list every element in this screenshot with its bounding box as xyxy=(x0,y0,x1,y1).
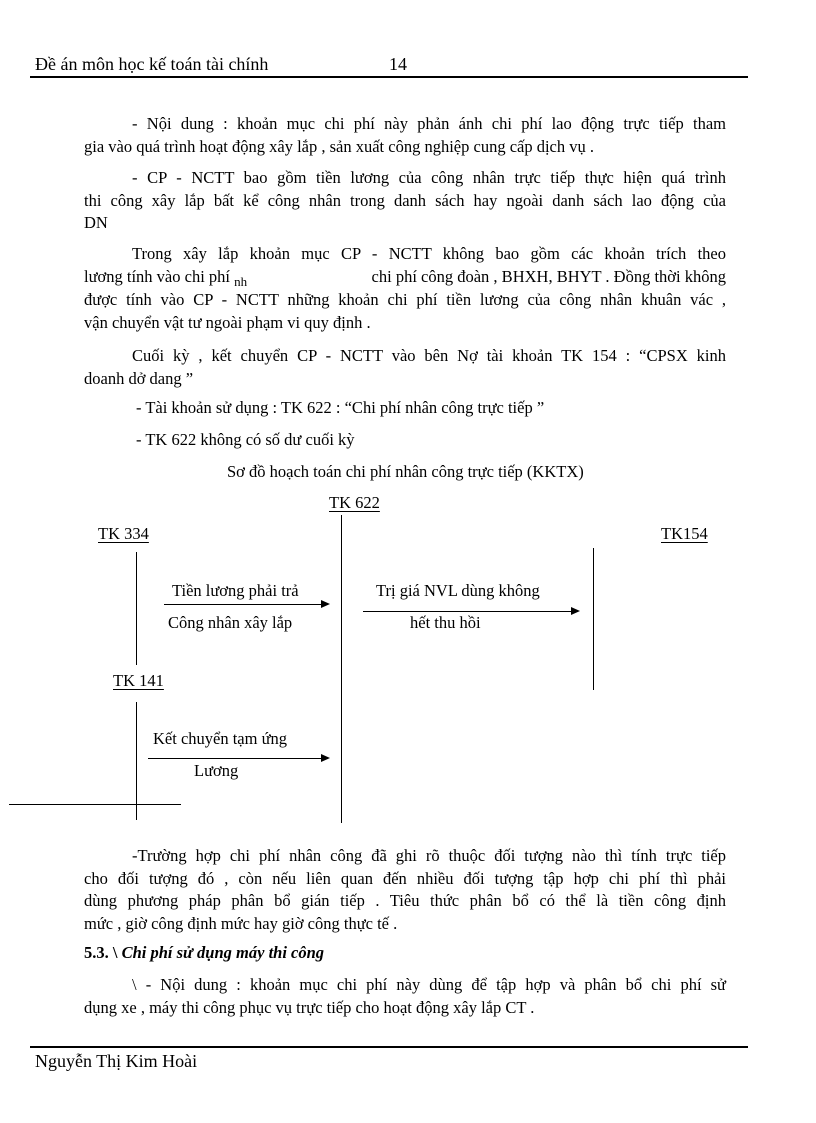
text-line: -Trường hợp chi phí nhân công đã ghi rõ thuộc đối tượng nào thì tính trực tiếp xyxy=(132,846,726,865)
arrow2 xyxy=(363,611,578,612)
tk334-line xyxy=(136,552,137,665)
text-line: DN xyxy=(84,213,108,232)
text-line: vận chuyển vật tư ngoài phạm vi quy định . xyxy=(84,312,371,332)
paragraph-content xyxy=(84,113,726,158)
text-fragment: nh xyxy=(234,273,248,289)
arrow3-label-bottom: Lương xyxy=(194,761,239,780)
text-line: Trong xây lắp khoản mục CP - NCTT không bao gồm các khoản trích theo xyxy=(132,244,726,263)
header-rule xyxy=(30,76,748,78)
arrow2-label-bottom: hết thu hồi xyxy=(410,613,481,632)
section-number: 5.3. \ xyxy=(84,943,118,962)
text-line: doanh dở dang ” xyxy=(84,368,194,388)
text-line: thi công xây lắp bất kể công nhân trong danh sách hay ngoài danh sách lao động của xyxy=(84,190,726,210)
tk141-base-line xyxy=(9,804,181,805)
arrow2-label-top: Trị giá NVL dùng không xyxy=(376,581,540,600)
arrow1-label-bottom: Công nhân xây lắp xyxy=(168,613,293,632)
text-fragment: lương tính vào chi phí xyxy=(84,266,230,286)
arrow3-label-top: Kết chuyển tạm ứng xyxy=(153,729,288,748)
footer-author: Nguyễn Thị Kim Hoài xyxy=(35,1051,198,1071)
text-line: \ - Nội dung : khoản mục chi phí này dùng để tập hợp và phân bổ chi phí sử xyxy=(132,975,726,994)
text-line: dụng xe , máy thi công phục vụ trực tiếp cho hoạt động xây lắp CT . xyxy=(84,997,535,1017)
paragraph-truong-hop xyxy=(84,845,726,935)
paragraph-cuoi-ky xyxy=(84,345,726,390)
paragraph-may-thi-cong xyxy=(84,974,726,1019)
arrow1-label-top: Tiền lương phải trả xyxy=(172,581,299,600)
tk154-line xyxy=(593,548,594,690)
text-line: - CP - NCTT bao gồm tiền lương của công nhân trực tiếp thực hiện quá trình xyxy=(132,168,726,187)
tk334-label: TK 334 xyxy=(98,524,149,543)
page-number: 14 xyxy=(389,54,407,74)
section-heading xyxy=(84,943,324,963)
tk622-label: TK 622 xyxy=(329,493,380,512)
paragraph-cp-ncct xyxy=(84,167,726,235)
header-title: Đề án môn học kế toán tài chính xyxy=(35,54,269,74)
arrow3 xyxy=(148,758,328,759)
text-line xyxy=(84,266,726,290)
text-fragment: chi phí công đoàn , BHXH, BHYT . Đồng thời không xyxy=(371,266,726,286)
text-line: Cuối kỳ , kết chuyển CP - NCTT vào bên Nợ tài khoản TK 154 : “CPSX kinh xyxy=(132,346,726,365)
text-line: được tính vào CP - NCTT những khoản chi phí tiền lương của công nhân khuân vác , xyxy=(84,290,726,309)
diagram-title: Sơ đồ hoạch toán chi phí nhân công trực tiếp (KKTX) xyxy=(227,462,584,481)
no-balance-line: - TK 622 không có số dư cuối kỳ xyxy=(136,430,355,449)
text-line: mức , giờ công định mức hay giờ công thực tế . xyxy=(84,913,398,933)
tk141-label: TK 141 xyxy=(113,671,164,690)
text-line: dùng phương pháp phân bổ gián tiếp . Tiêu thức phân bổ có thể là tiền công định xyxy=(84,891,726,910)
tk141-line xyxy=(136,702,137,820)
footer-rule xyxy=(30,1046,748,1048)
paragraph-xay-lap xyxy=(84,243,726,334)
text-line: gia vào quá trình hoạt động xây lắp , sản xuất công nghiệp cung cấp dịch vụ . xyxy=(84,136,594,156)
text-line: - Nội dung : khoản mục chi phí này phản ánh chi phí lao động trực tiếp tham xyxy=(132,114,726,133)
arrow1 xyxy=(164,604,328,605)
text-line: cho đối tượng đó , còn nếu liên quan đến nhiều đối tượng tập hợp chi phí thì phải xyxy=(84,868,726,888)
section-title: Chi phí sử dụng máy thi công xyxy=(121,943,325,962)
tk622-line xyxy=(341,515,342,823)
tk154-label: TK154 xyxy=(661,524,708,543)
account-used-line: - Tài khoản sử dụng : TK 622 : “Chi phí nhân công trực tiếp ” xyxy=(136,398,545,417)
